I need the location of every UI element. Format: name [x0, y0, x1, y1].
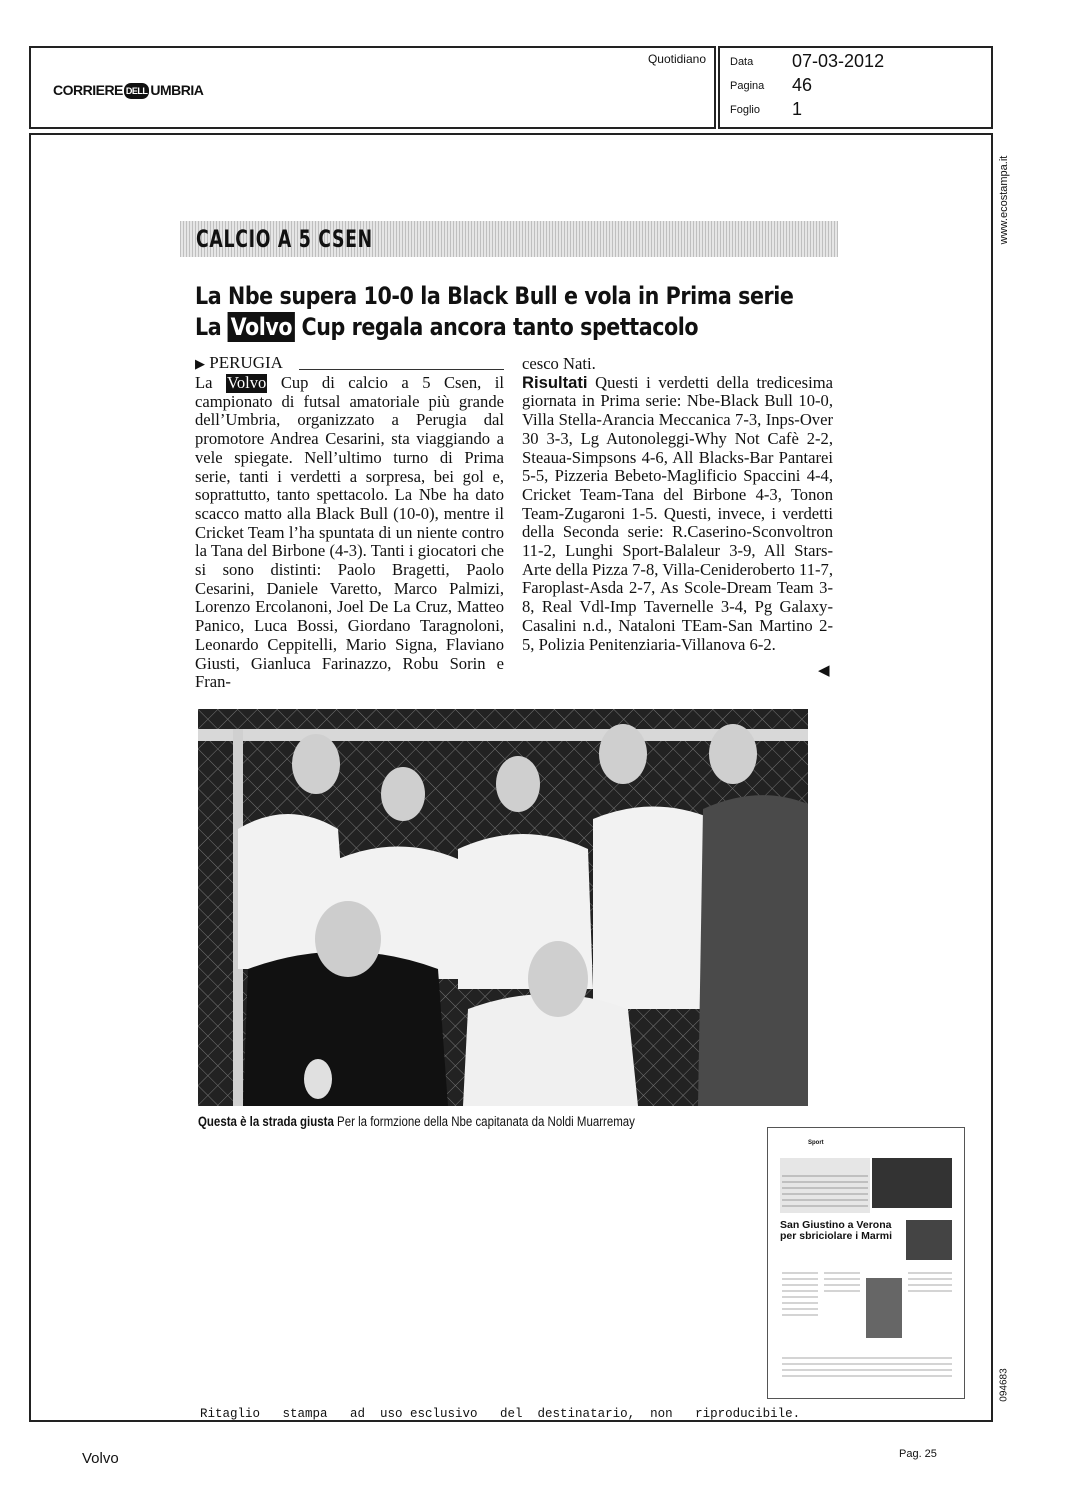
foglio-label: Foglio — [730, 104, 760, 116]
dateline-city: PERUGIA — [209, 353, 283, 372]
data-label: Data — [730, 56, 754, 68]
team-photo — [198, 709, 808, 1106]
side-url-text: www.ecostampa.it — [998, 155, 1010, 245]
body-column-right — [522, 355, 833, 654]
foglio-value: 1 — [792, 99, 803, 119]
body-b-text: Questi i verdetti della tredicesima giornata in Prima serie: Nbe-Black Bull 10-0, Villa Stella-Arancia Meccanica 7-3, Inps-Over 30 3-3, Lg Autonoleggi-Why Not Cafè 2-2, Steaua-Simpsons 4-6, All Blacks-Bar Pantarei 5-5, Pizzeria Bebeto-Maglificio Spaccini 4-4, Cricket Team-Tana del Birbone 4-3, Tonon Team-Zugaroni 1-5. Questi, invece, i verdetti della Seconda serie: R.Caserino-Sconvoltron 11-2, Lunghi Sport-Balaleur 3-9, All Stars-Arte della Pizza 7-8, Villa-Cenideroberto 11-7, Faroplast-Asda 2-7, As Scole-Dream Team 3-8, Real Vdl-Imp Tavernelle 3-4, Pg Galaxy-Casalini n.d., Nataloni TEam-San Martino 2-5, Polizia Penitenziaria-Villanova 6-2. — [522, 372, 833, 654]
dateline — [195, 353, 504, 373]
dateline-rule — [299, 369, 504, 370]
photo-caption — [198, 1114, 635, 1129]
page-thumbnail — [767, 1127, 965, 1399]
caption-bold: Questa è la strada giusta — [198, 1114, 334, 1129]
caption-text: Per la formzione della Nbe capitanata da Noldi Muarremay — [337, 1114, 635, 1129]
header-meta-box — [718, 46, 993, 129]
section-title: CALCIO A 5 CSEN — [196, 225, 373, 253]
page-number: Pag. 25 — [899, 1448, 937, 1460]
dateline-arrow-icon: ▶ — [195, 356, 205, 371]
page-thumbnail-illustration — [768, 1128, 964, 1398]
body-b-start: cesco Nati. — [522, 354, 596, 373]
copyright-note: Ritaglio stampa ad uso esclusivo del destinatario, non riproducibile. — [200, 1407, 801, 1421]
side-code — [994, 1360, 1014, 1410]
results-label: Risultati — [522, 372, 588, 392]
header-masthead-box — [29, 46, 716, 129]
body-brand: Volvo — [226, 373, 267, 392]
side-code-text: 094683 — [998, 1368, 1010, 1402]
headline-line-2 — [195, 312, 698, 342]
logo-text-right: UMBRIA — [150, 82, 204, 98]
end-mark-icon: ◀ — [818, 662, 830, 679]
headline-brand: Volvo — [228, 312, 295, 342]
team-photo-illustration — [198, 709, 808, 1106]
pagina-value: 46 — [792, 75, 813, 95]
client-name: Volvo — [82, 1450, 119, 1467]
headline-2-post: Cup regala ancora tanto spettacolo — [301, 313, 699, 341]
body-column-left — [195, 374, 504, 692]
data-value: 07-03-2012 — [792, 51, 885, 71]
logo-map-icon: DELL — [124, 83, 150, 99]
headline-line-1: La Nbe supera 10-0 la Black Bull e vola in Prima serie — [195, 282, 794, 310]
pagina-label: Pagina — [730, 80, 765, 92]
publication-type: Quotidiano — [647, 52, 706, 66]
side-url — [994, 145, 1014, 255]
body-a-pre: La — [195, 373, 213, 392]
thumbnail-section: Sport — [808, 1140, 824, 1146]
thumbnail-headline: San Giustino a Verona per sbriciolare i Marmi — [780, 1219, 893, 1242]
headline-2-pre: La — [195, 313, 222, 341]
newspaper-logo — [53, 82, 203, 99]
logo-text-left: CORRIERE — [53, 82, 123, 98]
body-a-text: Cup di calcio a 5 Csen, il campionato di futsal amatoriale più grande dell’Umbria, organizzato a Perugia dal promotore Andrea Cesarini, sta viaggiando a vele spiegate. Nell’ultimo turno di Prima serie, tanti i verdetti a sorpresa, bei gol e, soprattutto, tanto spettacolo. La Nbe ha dato scacco matto alla Black Bull (10-0), mentre il Cricket Team l’ha spuntata di un niente contro la Tana del Birbone (4-3). Tanti i giocatori che si sono distinti: Paolo Bragetti, Paolo Cesarini, Daniele Varetto, Marco Palmizi, Lorenzo Ercolanoni, Joel De La Cruz, Matteo Panico, Luca Bossi, Giordano Taragnoloni, Leonardo Ceppitelli, Mario Signa, Flaviano Giusti, Gianluca Farinazzo, Robu Sorin e Fran- — [195, 373, 504, 692]
